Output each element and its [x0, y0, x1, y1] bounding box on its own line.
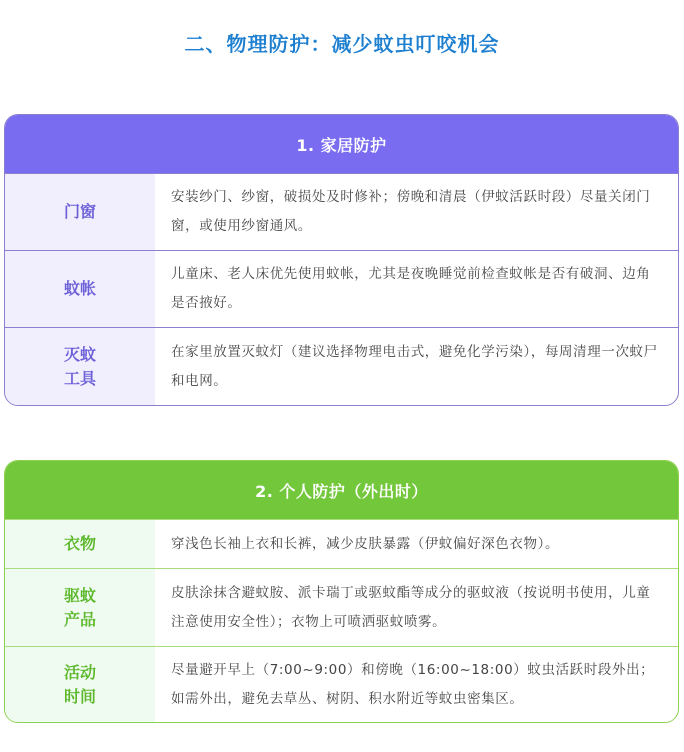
row-label: 活动 时间 — [5, 647, 155, 722]
table-row-repellent — [5, 568, 678, 646]
home-protection-card — [4, 114, 679, 406]
row-description: 儿童床、老人床优先使用蚊帐，尤其是夜晚睡觉前检查蚊帐是否有破洞、边角是否掖好。 — [171, 266, 651, 311]
row-label: 门窗 — [5, 174, 155, 250]
row-label: 蚊帐 — [5, 251, 155, 327]
row-label: 衣物 — [5, 520, 155, 568]
row-description: 在家里放置灭蚊灯（建议选择物理电击式，避免化学污染），每周清理一次蚊尸和电网。 — [171, 343, 658, 389]
home-protection-header: 1. 家居防护 — [5, 115, 678, 173]
row-label: 驱蚊 产品 — [5, 569, 155, 646]
row-description: 安装纱门、纱窗，破损处及时修补；傍晚和清晨（伊蚊活跃时段）尽量关闭门窗，或使用纱窗通风。 — [171, 189, 651, 234]
personal-protection-header: 2. 个人防护（外出时） — [5, 461, 678, 519]
table-row-mosquito-net — [5, 250, 678, 327]
personal-protection-card — [4, 460, 679, 723]
table-row-mosquito-killer — [5, 327, 678, 405]
table-row-doors-windows — [5, 173, 678, 250]
row-description: 皮肤涂抹含避蚊胺、派卡瑞丁或驱蚊酯等成分的驱蚊液（按说明书使用，儿童注意使用安全性）；衣物上可喷洒驱蚊喷雾。 — [171, 584, 651, 630]
row-label: 灭蚊 工具 — [5, 328, 155, 405]
page-title: 二、物理防护：减少蚊虫叮咬机会 — [184, 32, 500, 56]
row-description: 穿浅色长袖上衣和长裤，减少皮肤暴露（伊蚊偏好深色衣物）。 — [171, 535, 560, 552]
row-description: 尽量避开早上（7:00~9:00）和傍晚（16:00~18:00）蚊虫活跃时段外出；如需外出，避免去草丛、树阴、积水附近等蚊虫密集区。 — [171, 661, 655, 707]
table-row-activity-time — [5, 646, 678, 722]
table-row-clothing — [5, 519, 678, 568]
